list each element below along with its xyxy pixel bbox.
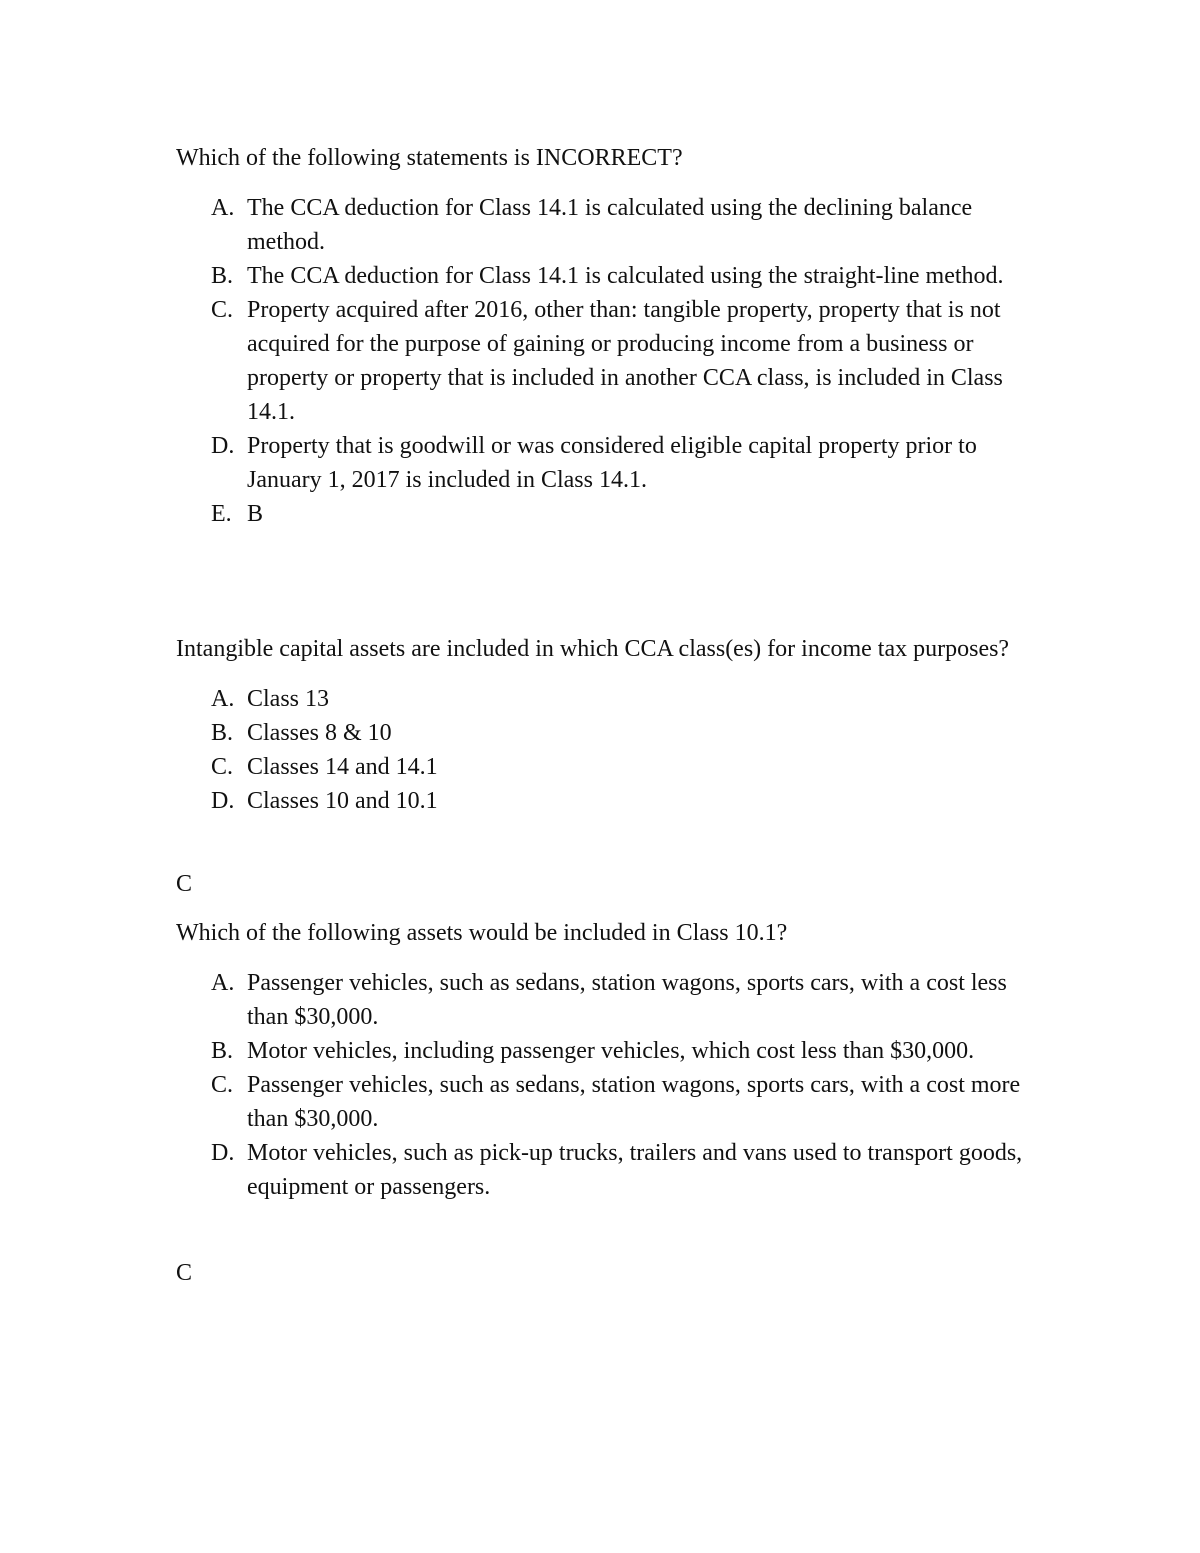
question-3 — [176, 916, 1026, 1204]
question-3-option-a — [176, 966, 1026, 1034]
question-3-text: Which of the following assets would be included in Class 10.1? — [176, 920, 788, 946]
question-1-option-c — [176, 293, 1026, 429]
question-2-options — [176, 682, 1026, 818]
option-text: Passenger vehicles, such as sedans, station wagons, sports cars, with a cost more than $30,000. — [247, 1072, 1021, 1132]
question-2 — [176, 632, 1026, 818]
question-1-text: Which of the following statements is INCORRECT? — [176, 145, 683, 171]
option-letter: C. — [211, 754, 234, 780]
option-text: Passenger vehicles, such as sedans, station wagons, sports cars, with a cost less than $30,000. — [247, 970, 1007, 1030]
option-letter: D. — [211, 788, 235, 814]
option-letter: A. — [211, 195, 235, 221]
option-letter: B. — [211, 263, 234, 289]
question-1-option-e — [176, 497, 1026, 531]
question-2-option-b — [176, 716, 1026, 750]
question-3-option-b — [176, 1034, 1026, 1068]
option-text: Property acquired after 2016, other than: tangible property, property that is not acquired for the purpose of gaining or producing income from a business or property or property that is included in another CCA class, is included in Class 14.1. — [247, 297, 1003, 425]
option-text: B — [247, 501, 264, 527]
question-1-option-d — [176, 429, 1026, 497]
question-1-options — [176, 191, 1026, 531]
option-text: Motor vehicles, such as pick-up trucks, trailers and vans used to transport goods, equipment or passengers. — [247, 1140, 1023, 1200]
question-1-option-b — [176, 259, 1026, 293]
question-2-answer: C — [176, 871, 193, 897]
option-text: Property that is goodwill or was considered eligible capital property prior to January 1, 2017 is included in Class 14.1. — [247, 433, 977, 493]
question-1-option-a — [176, 191, 1026, 259]
option-text: Classes 8 & 10 — [247, 720, 392, 746]
question-3-option-c — [176, 1068, 1026, 1136]
option-letter: C. — [211, 297, 234, 323]
option-letter: E. — [211, 501, 232, 527]
option-text: The CCA deduction for Class 14.1 is calculated using the straight-line method. — [247, 263, 1004, 289]
option-letter: D. — [211, 1140, 235, 1166]
option-letter: A. — [211, 686, 235, 712]
option-text: Classes 10 and 10.1 — [247, 788, 438, 814]
option-letter: A. — [211, 970, 235, 996]
question-3-option-d — [176, 1136, 1026, 1204]
option-text: The CCA deduction for Class 14.1 is calculated using the declining balance method. — [247, 195, 973, 255]
option-letter: C. — [211, 1072, 234, 1098]
option-text: Motor vehicles, including passenger vehicles, which cost less than $30,000. — [247, 1038, 975, 1064]
question-2-option-c — [176, 750, 1026, 784]
option-letter: D. — [211, 433, 235, 459]
question-3-options — [176, 966, 1026, 1204]
question-1 — [176, 141, 1026, 531]
option-letter: B. — [211, 1038, 234, 1064]
question-2-option-d — [176, 784, 1026, 818]
option-letter: B. — [211, 720, 234, 746]
question-2-option-a — [176, 682, 1026, 716]
question-3-answer: C — [176, 1260, 193, 1286]
option-text: Class 13 — [247, 686, 330, 712]
option-text: Classes 14 and 14.1 — [247, 754, 438, 780]
question-2-text: Intangible capital assets are included in which CCA class(es) for income tax purposes? — [176, 636, 1010, 662]
